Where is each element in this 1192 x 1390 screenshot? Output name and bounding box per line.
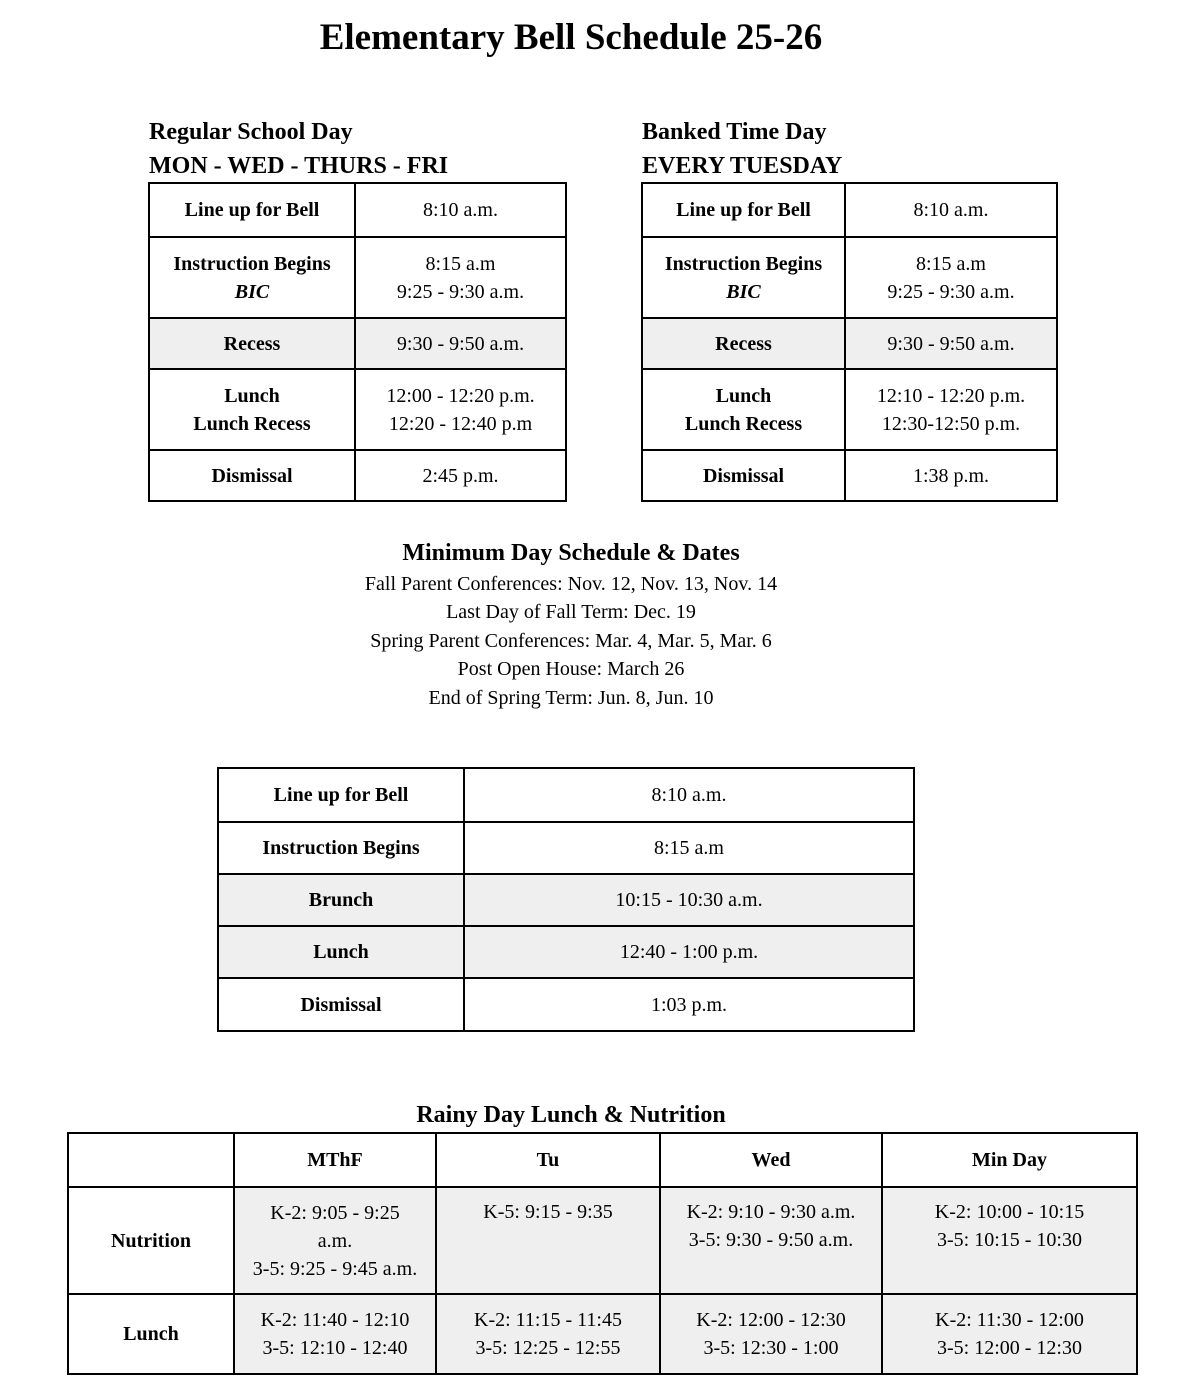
cell-line: 3-5: 9:30 - 9:50 a.m. [688, 1229, 854, 1251]
rainy-day-table [67, 1132, 1138, 1375]
cell-line: K-5: 9:15 - 9:35 [483, 1201, 613, 1223]
column-header: Min Day [882, 1133, 1137, 1187]
cell-line: K-2: 11:40 - 12:10 [260, 1309, 410, 1331]
row-time-2: 9:25 - 9:30 a.m. [396, 280, 525, 303]
row-label: Dismissal [642, 450, 845, 501]
cell-min [882, 1294, 1137, 1374]
cell-tu [436, 1187, 660, 1294]
table-row [642, 237, 1057, 318]
table-row [68, 1294, 1137, 1374]
row-time: 8:10 a.m. [355, 183, 566, 237]
regular-heading-days: MON - WED - THURS - FRI [149, 153, 449, 179]
row-time: 10:15 - 10:30 a.m. [464, 874, 914, 926]
cell-line: a.m. [317, 1229, 353, 1252]
row-time: 8:15 a.m [464, 822, 914, 874]
row-time: 8:10 a.m. [464, 768, 914, 822]
banked-heading-title: Banked Time Day [642, 119, 827, 145]
cell-line: K-2: 9:10 - 9:30 a.m. [686, 1201, 856, 1223]
cell-min [882, 1187, 1137, 1294]
row-time: 1:03 p.m. [464, 978, 914, 1031]
column-header: Tu [436, 1133, 660, 1187]
minimum-dates [0, 570, 1142, 712]
row-time: 9:30 - 9:50 a.m. [355, 318, 566, 369]
minimum-date: Last Day of Fall Term: Dec. 19 [446, 601, 696, 624]
row-label: Recess [642, 318, 845, 369]
row-time: 8:10 a.m. [845, 183, 1057, 237]
row-label: Dismissal [149, 450, 355, 501]
cell-wed [660, 1294, 882, 1374]
regular-heading [149, 115, 448, 183]
row-label: Lunch [218, 926, 464, 978]
row-label-main: Instruction Begins [173, 252, 331, 275]
row-label-main: Lunch [224, 384, 280, 407]
row-label: Recess [149, 318, 355, 369]
row-label [149, 369, 355, 450]
row-time-2: 12:30-12:50 p.m. [881, 412, 1021, 435]
column-header: Wed [660, 1133, 882, 1187]
row-label-sub: Lunch Recess [684, 412, 803, 435]
page-title: Elementary Bell Schedule 25-26 [319, 17, 823, 58]
row-label: Nutrition [68, 1187, 234, 1294]
cell-line: 3-5: 9:25 - 9:45 a.m. [252, 1257, 418, 1280]
table-row [149, 450, 566, 501]
row-label-main: Lunch [715, 384, 772, 407]
cell-wed [660, 1187, 882, 1294]
rainy-heading: Rainy Day Lunch & Nutrition [416, 1102, 726, 1128]
minimum-date: Spring Parent Conferences: Mar. 4, Mar. 5, Mar. 6 [370, 629, 772, 652]
row-label-sub: Lunch Recess [193, 412, 311, 435]
row-time [355, 369, 566, 450]
cell-line: K-2: 9:05 - 9:25 [270, 1201, 400, 1224]
row-time-2: 12:20 - 12:40 p.m [388, 412, 533, 435]
cell-line: 3-5: 12:25 - 12:55 [475, 1337, 621, 1359]
column-header: MThF [234, 1133, 436, 1187]
table-row [218, 926, 914, 978]
cell-line: K-2: 11:15 - 11:45 [474, 1309, 622, 1331]
row-time [355, 237, 566, 318]
banked-schedule-table [641, 182, 1058, 502]
row-label: Brunch [218, 874, 464, 926]
cell-line: K-2: 10:00 - 10:15 [934, 1201, 1085, 1223]
row-time [845, 369, 1057, 450]
minimum-date: Post Open House: March 26 [457, 658, 685, 681]
row-label: Dismissal [218, 978, 464, 1031]
cell-line: K-2: 12:00 - 12:30 [696, 1309, 846, 1331]
minimum-date: End of Spring Term: Jun. 8, Jun. 10 [428, 686, 714, 709]
row-time: 2:45 p.m. [355, 450, 566, 501]
cell-line: K-2: 11:30 - 12:00 [935, 1309, 1084, 1331]
minimum-schedule-table [217, 767, 915, 1032]
row-label [642, 237, 845, 318]
row-label-sub: BIC [726, 280, 761, 303]
regular-schedule-table [148, 182, 567, 502]
minimum-heading: Minimum Day Schedule & Dates [402, 540, 740, 566]
table-row [218, 822, 914, 874]
cell-mthf [234, 1187, 436, 1294]
row-label: Instruction Begins [218, 822, 464, 874]
cell-mthf [234, 1294, 436, 1374]
row-time [845, 237, 1057, 318]
cell-line: 3-5: 12:30 - 1:00 [703, 1337, 839, 1359]
row-label-main: Instruction Begins [664, 252, 823, 275]
row-label [642, 369, 845, 450]
table-row [642, 183, 1057, 237]
cell-line: 3-5: 10:15 - 10:30 [937, 1229, 1082, 1251]
table-row [149, 318, 566, 369]
row-time: 9:30 - 9:50 a.m. [845, 318, 1057, 369]
table-row [149, 183, 566, 237]
banked-heading-days: EVERY TUESDAY [642, 153, 843, 179]
row-label: Line up for Bell [642, 183, 845, 237]
row-time: 12:40 - 1:00 p.m. [464, 926, 914, 978]
corner-cell [68, 1133, 234, 1187]
row-label [149, 237, 355, 318]
table-row [642, 369, 1057, 450]
row-time-1: 12:10 - 12:20 p.m. [876, 384, 1026, 407]
table-row [642, 318, 1057, 369]
row-label: Line up for Bell [149, 183, 355, 237]
row-label-sub: BIC [234, 280, 270, 303]
regular-heading-title: Regular School Day [149, 119, 353, 145]
banked-heading [642, 115, 842, 183]
table-row [68, 1187, 1137, 1294]
table-row [218, 768, 914, 822]
table-row [149, 369, 566, 450]
table-row [218, 874, 914, 926]
row-label: Line up for Bell [218, 768, 464, 822]
minimum-date: Fall Parent Conferences: Nov. 12, Nov. 13, Nov. 14 [364, 573, 778, 595]
row-time-1: 8:15 a.m [425, 252, 496, 275]
cell-line: 3-5: 12:10 - 12:40 [262, 1337, 408, 1359]
table-row [218, 978, 914, 1031]
table-row [149, 237, 566, 318]
row-time-1: 12:00 - 12:20 p.m. [386, 384, 535, 407]
table-header-row [68, 1133, 1137, 1187]
table-row [642, 450, 1057, 501]
row-time-1: 8:15 a.m [916, 252, 986, 275]
cell-tu [436, 1294, 660, 1374]
row-time-2: 9:25 - 9:30 a.m. [887, 280, 1015, 303]
row-label: Lunch [68, 1294, 234, 1374]
cell-line: 3-5: 12:00 - 12:30 [937, 1337, 1082, 1359]
row-time: 1:38 p.m. [845, 450, 1057, 501]
